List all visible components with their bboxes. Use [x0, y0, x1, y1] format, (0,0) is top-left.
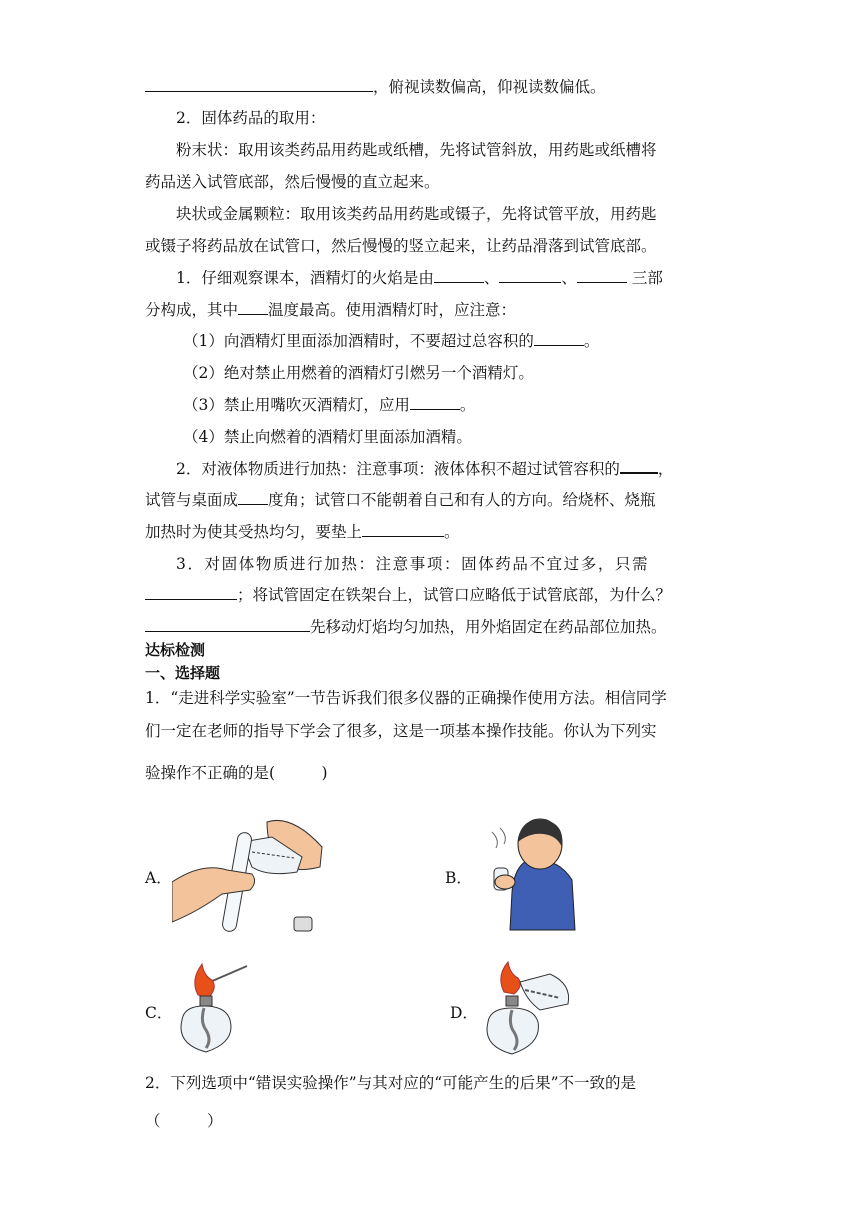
text-line: 粉末状：取用该类药品用药匙或纸槽，先将试管斜放，用药匙或纸槽将 — [176, 141, 657, 159]
line-text: 。 — [444, 523, 460, 541]
text-line — [176, 268, 725, 288]
question-2-answer-brackets[interactable]: （ ） — [145, 1112, 223, 1130]
text-line: 药品送入试管底部，然后慢慢的直立起来。 — [145, 173, 440, 191]
text-line — [145, 490, 725, 510]
text-line — [145, 300, 725, 320]
line-text: 、 — [483, 269, 500, 287]
question-1-text: 验操作不正确的是( ) — [145, 764, 328, 782]
answer-blank[interactable] — [362, 522, 444, 537]
answer-blank[interactable] — [238, 300, 268, 315]
answer-blank[interactable] — [620, 458, 658, 474]
option-d-label[interactable]: D． — [450, 1004, 478, 1022]
smelling-gas-figure — [480, 812, 580, 934]
line-text: 2．对液体物质进行加热：注意事项：液体体积不超过试管容积的 — [176, 460, 620, 478]
option-b-label[interactable]: B． — [445, 869, 472, 887]
part-heading: 一、选择题 — [145, 664, 221, 682]
answer-blank[interactable] — [410, 395, 460, 410]
line-text: 分构成，其中 — [145, 301, 239, 319]
line-text: ；将试管固定在铁架台上，试管口应略低于试管底部，为什么？ — [237, 586, 672, 604]
answer-blank[interactable] — [434, 268, 484, 283]
question-1-text: 们一定在老师的指导下学会了很多，这是一项基本操作技能。你认为下列实 — [145, 722, 657, 740]
line-text: （3）禁止用嘴吹灭酒精灯，应用 — [183, 396, 410, 414]
line-text: ， — [657, 460, 674, 478]
line-text: 、 — [561, 269, 577, 287]
adding-alcohol-figure — [480, 960, 580, 1060]
option-c-label[interactable]: C． — [145, 1004, 173, 1022]
line-text: 度角；试管口不能朝着自己和有人的方向。给烧杯、烧瓶 — [268, 491, 656, 509]
pouring-liquid-figure — [172, 812, 332, 942]
option-a-label[interactable]: A． — [145, 869, 172, 887]
answer-blank[interactable] — [577, 268, 627, 283]
line-text: 试管与桌面成 — [145, 491, 239, 509]
answer-blank[interactable] — [238, 490, 268, 505]
text-line: （4）禁止向燃着的酒精灯里面添加酒精。 — [183, 428, 472, 446]
answer-blank[interactable] — [145, 617, 310, 632]
text-line: 3．对固体物质进行加热：注意事项：固体药品不宜过多，只需 — [176, 555, 650, 573]
answer-blank[interactable] — [534, 331, 584, 346]
alcohol-lamp-lighting-figure — [172, 960, 252, 1060]
text-line — [145, 522, 725, 542]
line-text: 先移动灯焰均匀加热，用外焰固定在药品部位加热。 — [310, 618, 667, 636]
line-text: 三部 — [626, 269, 663, 287]
answer-blank[interactable] — [499, 268, 561, 283]
text-line — [145, 617, 725, 637]
line-text: ，俯视读数偏高，仰视读数偏低。 — [373, 78, 606, 96]
answer-blank[interactable] — [145, 77, 373, 92]
line-text: 1．仔细观察课本，酒精灯的火焰是由 — [176, 269, 434, 287]
line-text: 温度最高。使用酒精灯时，应注意： — [268, 301, 517, 319]
section-heading: 达标检测 — [145, 641, 206, 659]
text-line — [145, 585, 725, 605]
text-line: 或镊子将药品放在试管口，然后慢慢的竖立起来，让药品滑落到试管底部。 — [145, 237, 657, 255]
text-line: （2）绝对禁止用燃着的酒精灯引燃另一个酒精灯。 — [183, 364, 534, 382]
text-line — [176, 458, 725, 479]
question-2-text: 2．下列选项中“错误实验操作”与其对应的“可能产生的后果”不一致的是 — [145, 1074, 637, 1092]
text-line — [183, 395, 763, 415]
answer-blank[interactable] — [145, 585, 237, 600]
text-line: 2．固体药品的取用： — [176, 109, 326, 127]
text-line — [145, 77, 725, 97]
line-text: 。 — [583, 332, 600, 350]
question-1-text: 1．“走进科学实验室”一节告诉我们很多仪器的正确操作使用方法。相信同学 — [145, 689, 667, 707]
line-text: 加热时为使其受热均匀，要垫上 — [145, 523, 363, 541]
text-line: 块状或金属颗粒：取用该类药品用药匙或镊子，先将试管平放，用药匙 — [176, 205, 657, 223]
text-line — [183, 331, 763, 351]
line-text: 。 — [459, 396, 476, 414]
line-text: （1）向酒精灯里面添加酒精时，不要超过总容积的 — [183, 332, 534, 350]
